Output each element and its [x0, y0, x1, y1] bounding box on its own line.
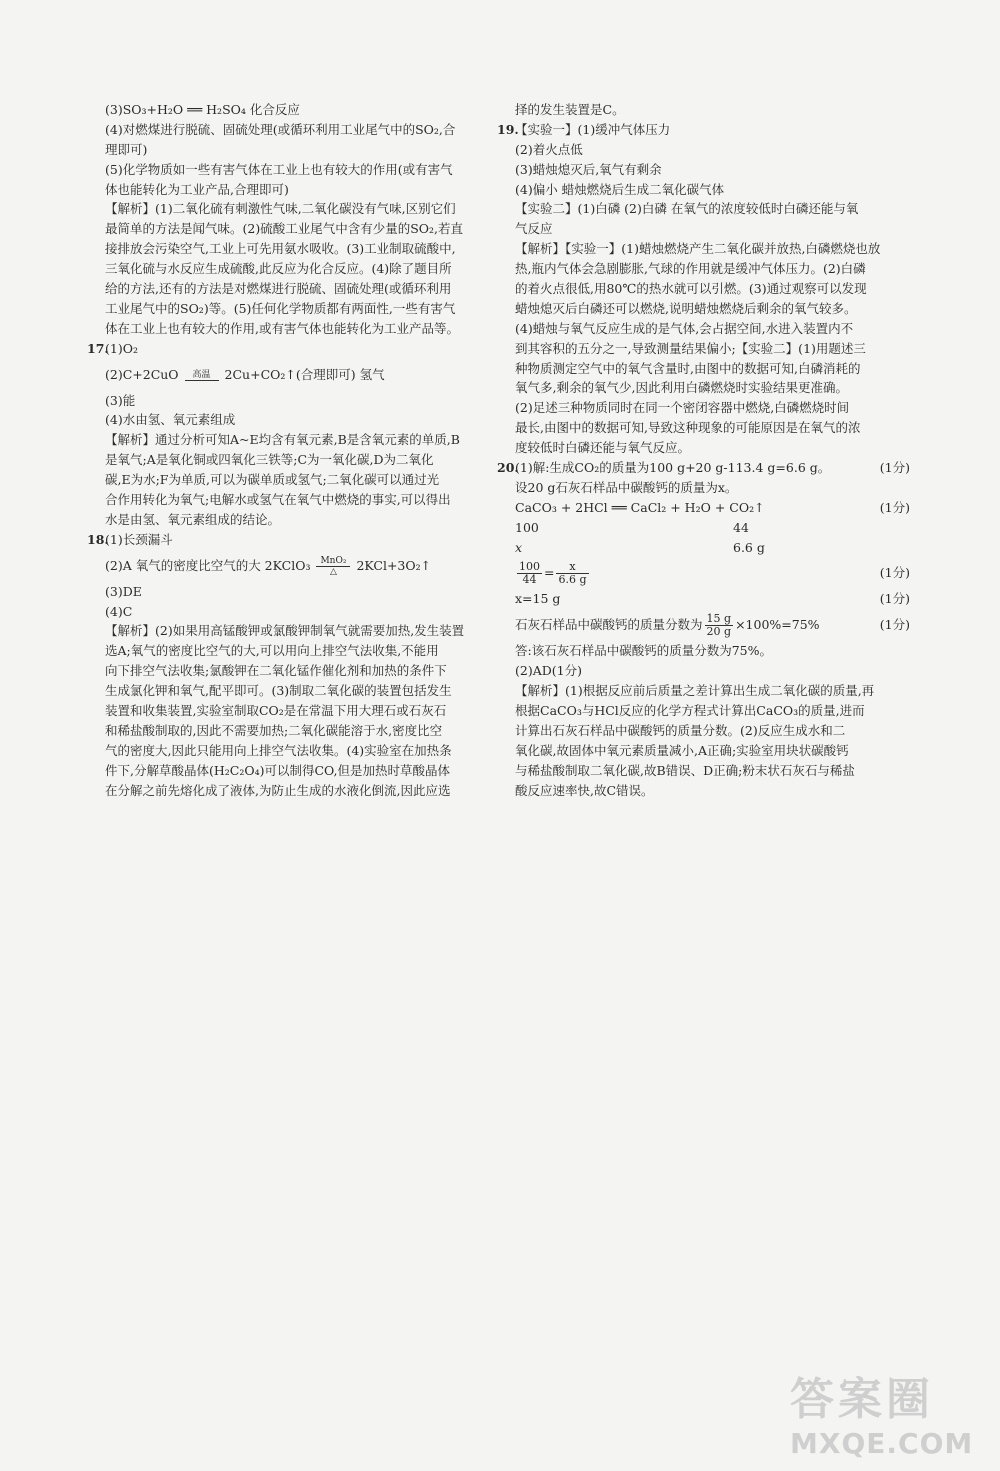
text-line: 工业尾气中的SO₂)等。(5)任何化学物质都有两面性,一些有害气	[105, 300, 456, 316]
q17-answer-1: 17.(1)O₂	[105, 339, 495, 359]
text-line: 计算出石灰石样品中碳酸钙的质量分数。(2)反应生成水和二	[515, 722, 846, 738]
text-line: 【解析】(1)二氧化硫有刺激性气味,二氧化碳没有气味,区别它们	[105, 201, 456, 217]
text-line: 向下排空气法收集;氯酸钾在二氧化锰作催化剂和加热的条件下	[105, 663, 447, 679]
text-line: (5)化学物质如一些有害气体在工业上也有较大的作用(或有害气	[105, 161, 453, 177]
text-line: 给的方法,还有的方法是对燃煤进行脱硫、固硫处理(或循环利用	[105, 281, 452, 297]
q19-line: 19.【实验一】(1)缓冲气体压力	[515, 120, 910, 140]
text-line: 体也能转化为工业产品,合理即可)	[105, 181, 289, 197]
text-line: 接排放会污染空气,工业上可先用氨水吸收。(3)工业制取硫酸中,	[105, 241, 456, 257]
chemical-equation: CaCO₃ + 2HCl ══ CaCl₂ + H₂O + CO₂↑ (1分)	[515, 498, 910, 518]
watermark-cn: 答案圈	[790, 1374, 934, 1425]
q18-answer-1: 18.(1)长颈漏斗	[105, 530, 495, 550]
text-line: 【实验二】(1)白磷 (2)白磷 在氧气的浓度较低时白磷还能与氧	[515, 201, 859, 217]
score-label: (1分)	[879, 565, 910, 581]
right-column	[497, 100, 910, 801]
text-line: 在分解之前先熔化成了液体,为防止生成的水液化倒流,因此应选	[105, 782, 451, 798]
text-line: (3)蜡烛熄灭后,氧气有剩余	[515, 161, 662, 177]
text-line: 氧气多,剩余的氧气少,因此利用白磷燃烧时实验结果更准确。	[515, 380, 848, 396]
text-line: 根据CaCO₃与HCl反应的化学方程式计算出CaCO₃的质量,进而	[515, 703, 865, 719]
text-line: (4)偏小 蜡烛燃烧后生成二氧化碳气体	[515, 181, 725, 197]
text-line: 体在工业上也有较大的作用,或有害气体也能转化为工业产品等。	[105, 320, 459, 336]
text-line: 【解析】通过分析可知A~E均含有氧元素,B是含氧元素的单质,B	[105, 432, 460, 448]
text-line: 【解析】(1)根据反应前后质量之差计算出生成二氧化碳的质量,再	[515, 683, 875, 699]
text-line: 【解析】【实验一】(1)蜡烛燃烧产生二氧化碳并放热,白磷燃烧也放	[515, 241, 881, 257]
question-number: 19.	[497, 121, 519, 137]
score-label: (1分)	[879, 499, 910, 515]
text-line: 的着火点很低,用80℃的热水就可以引燃。(3)通过观察可以发现	[515, 281, 867, 297]
text-line: 酸反应速率快,故C错误。	[515, 782, 654, 798]
reaction-condition: 高温	[185, 370, 219, 381]
text-line: (4)蜡烛与氧气反应生成的是气体,会占据空间,水进入装置内不	[515, 320, 854, 336]
score-label: (1分)	[879, 460, 910, 476]
result-line: x=15 g (1分)	[515, 589, 910, 609]
q18-answer-3: (3)DE	[105, 583, 142, 599]
text-line: 是氧气;A是氧化铜或四氧化三铁等;C为一氧化碳,D为二氧化	[105, 452, 434, 468]
text-line: 气的密度大,因此只能用向上排空气法收集。(4)实验室在加热条	[105, 742, 452, 758]
left-column	[87, 100, 495, 801]
question-number: 17.	[87, 340, 109, 356]
text-line: 选A;氧气的密度比空气的大,可以用向上排空气法收集,不能用	[105, 643, 439, 659]
text-line: 与稀盐酸制取二氧化碳,故B错误、D正确;粉末状石灰石与稀盐	[515, 762, 855, 778]
mass-ratio-row: x 6.6 g	[515, 539, 765, 555]
text-line: 理即可)	[105, 141, 148, 157]
text-line: 最长,由图中的数据可知,导致这种现象的可能原因是在氧气的浓	[515, 420, 861, 436]
answer-line: 答:该石灰石样品中碳酸钙的质量分数为75%。	[515, 643, 772, 659]
text-line: 装置和收集装置,实验室制取CO₂是在常温下用大理石或石灰石	[105, 703, 447, 719]
q20-answer-2: (2)AD(1分)	[515, 663, 582, 679]
question-number: 18.	[87, 531, 109, 547]
text-line: 和稀盐酸制取的,因此不需要加热;二氧化碳能溶于水,密度比空	[105, 722, 443, 738]
percentage-line: 石灰石样品中碳酸钙的质量分数为 $\frac{15 g}{20 g}$ ×100%=75% (1分)	[515, 609, 910, 641]
text-line: 水是由氢、氧元素组成的结论。	[105, 511, 281, 527]
mass-ratio-row: 100 44	[515, 519, 749, 535]
text-line: 最简单的方法是闻气味。(2)硫酸工业尾气中含有少量的SO₂,若直	[105, 221, 464, 237]
text-line: 择的发生装置是C。	[515, 102, 625, 117]
text-line: 碳,E为水;F为单质,可以为碳单质或氢气;二氧化碳可以通过光	[105, 472, 440, 488]
text-line: (2)足述三种物质同时在同一个密闭容器中燃烧,白磷燃烧时间	[515, 400, 850, 416]
q20-line-1: 20.(1)解:生成CO₂的质量为100 g+20 g-113.4 g=6.6 g。 (1分)	[515, 458, 910, 478]
text-line: (3)SO₃+H₂O ══ H₂SO₄ 化合反应	[105, 102, 300, 117]
q17-answer-3: (3)能	[105, 392, 136, 408]
text-line: 设20 g石灰石样品中碳酸钙的质量为x。	[515, 479, 738, 495]
text-line: (4)对燃煤进行脱硫、固硫处理(或循环利用工业尾气中的SO₂,合	[105, 121, 456, 137]
text-line: 三氧化硫与水反应生成硫酸,此反应为化合反应。(4)除了题目所	[105, 261, 452, 277]
text-line: 蜡烛熄灭后白磷还可以燃烧,说明蜡烛燃烧后剩余的氧气较多。	[515, 300, 857, 316]
text-line: 热,瓶内气体会急剧膨胀,气球的作用就是缓冲气体压力。(2)白磷	[515, 261, 866, 277]
q17-answer-4: (4)水由氢、氧元素组成	[105, 412, 236, 428]
score-label: (1分)	[879, 617, 910, 633]
watermark-en: MXQE.COM	[790, 1427, 974, 1460]
question-number: 20.	[497, 460, 519, 476]
text-line: 到其容积的五分之一,导致测量结果偏小;【实验二】(1)用题述三	[515, 340, 866, 356]
text-line: 合作用转化为氧气;电解水或氢气在氧气中燃烧的事实,可以得出	[105, 492, 451, 508]
q18-answer-2: (2)A 氧气的密度比空气的大 2KClO₃ MnO₂ △ 2KCl+3O₂↑	[105, 555, 432, 577]
reaction-condition: MnO₂ △	[316, 556, 350, 577]
text-line: 度较低时白磷还能与氧气反应。	[515, 440, 691, 456]
text-line: 件下,分解草酸晶体(H₂C₂O₄)可以制得CO,但是加热时草酸晶体	[105, 762, 451, 778]
text-line: (2)着火点低	[515, 141, 583, 157]
text-line: 种物质测定空气中的氧气含量时,由图中的数据可知,白磷消耗的	[515, 360, 861, 376]
text-line: 氧化碳,故固体中氧元素质量减小,A正确;实验室用块状碳酸钙	[515, 742, 849, 758]
watermark-logo	[790, 1363, 980, 1460]
text-line: 气反应	[515, 221, 553, 237]
text-line: 生成氯化钾和氧气,配平即可。(3)制取二氧化碳的装置包括发生	[105, 683, 452, 699]
score-label: (1分)	[879, 591, 910, 607]
proportion-equation: $\frac{100}{44}$ = $\frac{x}{6.6 g}$ (1分)	[515, 557, 910, 589]
text-line: 【解析】(2)如果用高锰酸钾或氯酸钾制氧气就需要加热,发生装置	[105, 623, 465, 639]
q17-answer-2: (2)C+2CuO 高温 2Cu+CO₂↑(合理即可) 氢气	[105, 366, 385, 382]
q18-answer-4: (4)C	[105, 603, 133, 619]
